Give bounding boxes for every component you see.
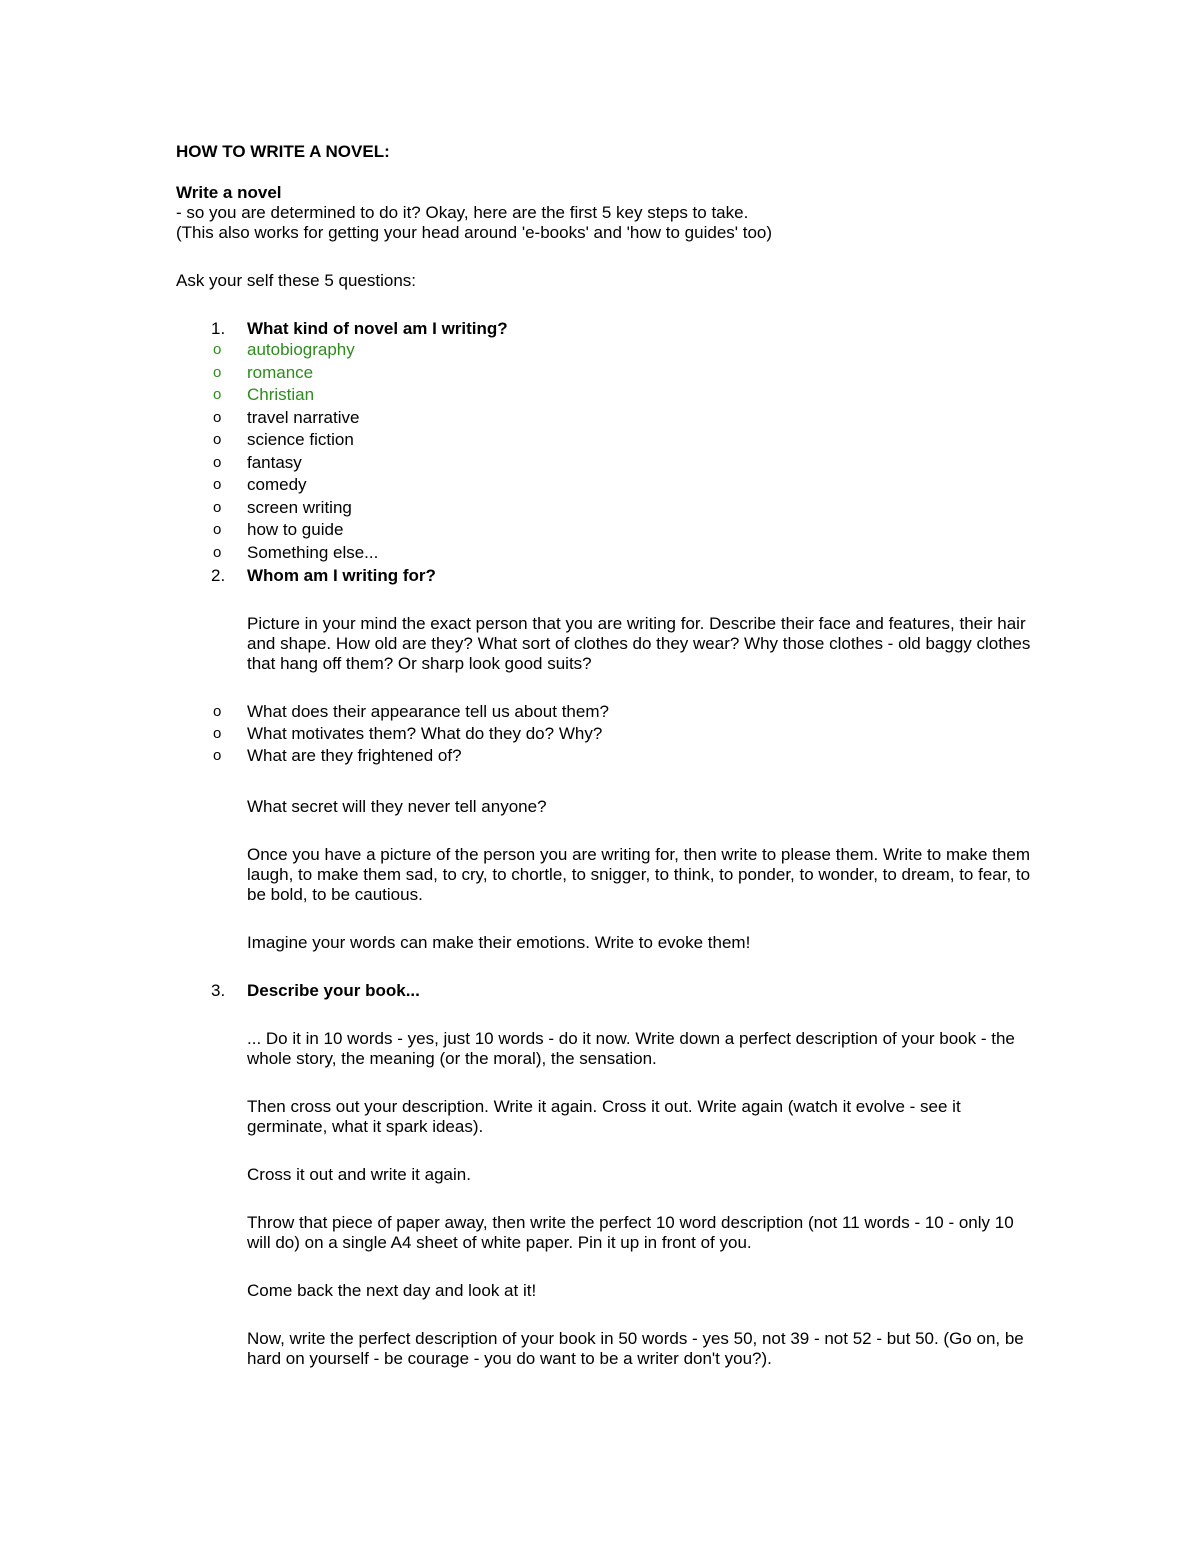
- list-item-text: fantasy: [247, 452, 302, 472]
- intro-line: - so you are determined to do it? Okay, here are the first 5 key steps to take.: [176, 203, 749, 222]
- question-2: [176, 566, 1036, 674]
- list-item: [176, 362, 1036, 385]
- question-1: [176, 319, 1036, 339]
- list-item-text: What are they frightened of?: [247, 746, 462, 765]
- section-subtitle: Write a novel: [176, 183, 282, 202]
- bullet-marker: o: [213, 703, 222, 720]
- list-item: [176, 542, 1036, 565]
- list-item: [176, 429, 1036, 452]
- list-item: [176, 745, 1036, 767]
- list-item: [176, 497, 1036, 520]
- bullet-marker: o: [213, 386, 222, 403]
- bullet-marker: o: [213, 747, 222, 764]
- bullet-marker: o: [213, 431, 222, 448]
- bullet-marker: o: [213, 476, 222, 493]
- list-item: [176, 519, 1036, 542]
- intro-line: (This also works for getting your head around 'e-books' and 'how to guides' too): [176, 223, 773, 242]
- list-item-text: romance: [247, 362, 314, 382]
- bullet-marker: o: [213, 543, 222, 561]
- list-item-text: What motivates them? What do they do? Why?: [247, 724, 603, 743]
- question-number: 1.: [211, 319, 226, 338]
- list-item: [176, 339, 1036, 362]
- page-title: HOW TO WRITE A NOVEL:: [176, 142, 390, 161]
- question-number: 2.: [211, 566, 226, 585]
- reader-questions-list: [176, 701, 1036, 767]
- list-item: [176, 701, 1036, 723]
- list-item-text: how to guide: [247, 520, 344, 539]
- list-item: [176, 452, 1036, 475]
- question-2-continued: [176, 797, 1036, 953]
- bullet-marker: o: [213, 341, 222, 358]
- bullet-marker: o: [213, 453, 222, 471]
- bullet-marker: o: [213, 408, 222, 426]
- question-number: 3.: [211, 981, 226, 1000]
- questions-intro: Ask your self these 5 questions:: [176, 271, 417, 290]
- paragraph: Throw that piece of paper away, then write the perfect 10 word description (not 11 words - 10 - only 10 will do) on a single A4 sheet of white paper. Pin it up in front of you.: [247, 1213, 1014, 1252]
- paragraph: ... Do it in 10 words - yes, just 10 words - do it now. Write down a perfect description of your book - the whole story, the meaning (or the moral), the sensation.: [247, 1029, 1015, 1068]
- question-heading: Describe your book...: [247, 981, 420, 1000]
- question-heading: Whom am I writing for?: [247, 566, 436, 585]
- document-page: [176, 142, 1036, 1369]
- list-item-text: science fiction: [247, 430, 354, 449]
- paragraph: Now, write the perfect description of your book in 50 words - yes 50, not 39 - not 52 - but 50. (Go on, be hard on yourself - be courage - you do want to be a writer don't you?).: [247, 1329, 1024, 1368]
- list-item-text: autobiography: [247, 340, 355, 359]
- paragraph: Then cross out your description. Write it again. Cross it out. Write again (watch it evolve - see it germinate, what it spark ideas).: [247, 1097, 961, 1136]
- list-item-text: Christian: [247, 385, 315, 404]
- bullet-marker: o: [213, 363, 222, 381]
- paragraph: Imagine your words can make their emotions. Write to evoke them!: [247, 933, 751, 952]
- list-item: [176, 474, 1036, 497]
- paragraph: Picture in your mind the exact person that you are writing for. Describe their face and features, their hair and shape. How old are they? What sort of clothes do they wear? Why those clothes - old baggy clothes that hang off them? Or sharp look good suits?: [247, 614, 1031, 673]
- bullet-marker: o: [213, 725, 222, 742]
- list-item-text: comedy: [247, 475, 307, 494]
- paragraph: Come back the next day and look at it!: [247, 1281, 537, 1300]
- question-3: [176, 981, 1036, 1369]
- question-heading: What kind of novel am I writing?: [247, 319, 508, 338]
- list-item-text: Something else...: [247, 542, 379, 562]
- list-item-text: screen writing: [247, 497, 352, 517]
- paragraph: Once you have a picture of the person you are writing for, then write to please them. Write to make them laugh, to make them sad, to cry, to chortle, to snigger, to think, to ponder, to wonder, to dream, to fear, to be bold, to be cautious.: [247, 845, 1031, 904]
- paragraph: Cross it out and write it again.: [247, 1165, 471, 1184]
- bullet-marker: o: [213, 521, 222, 538]
- list-item-text: travel narrative: [247, 407, 360, 427]
- list-item-text: What does their appearance tell us about them?: [247, 702, 609, 721]
- list-item: [176, 723, 1036, 745]
- paragraph: What secret will they never tell anyone?: [247, 797, 547, 816]
- bullet-marker: o: [213, 498, 222, 516]
- novel-type-list: [176, 339, 1036, 564]
- list-item: [176, 407, 1036, 430]
- list-item: [176, 384, 1036, 407]
